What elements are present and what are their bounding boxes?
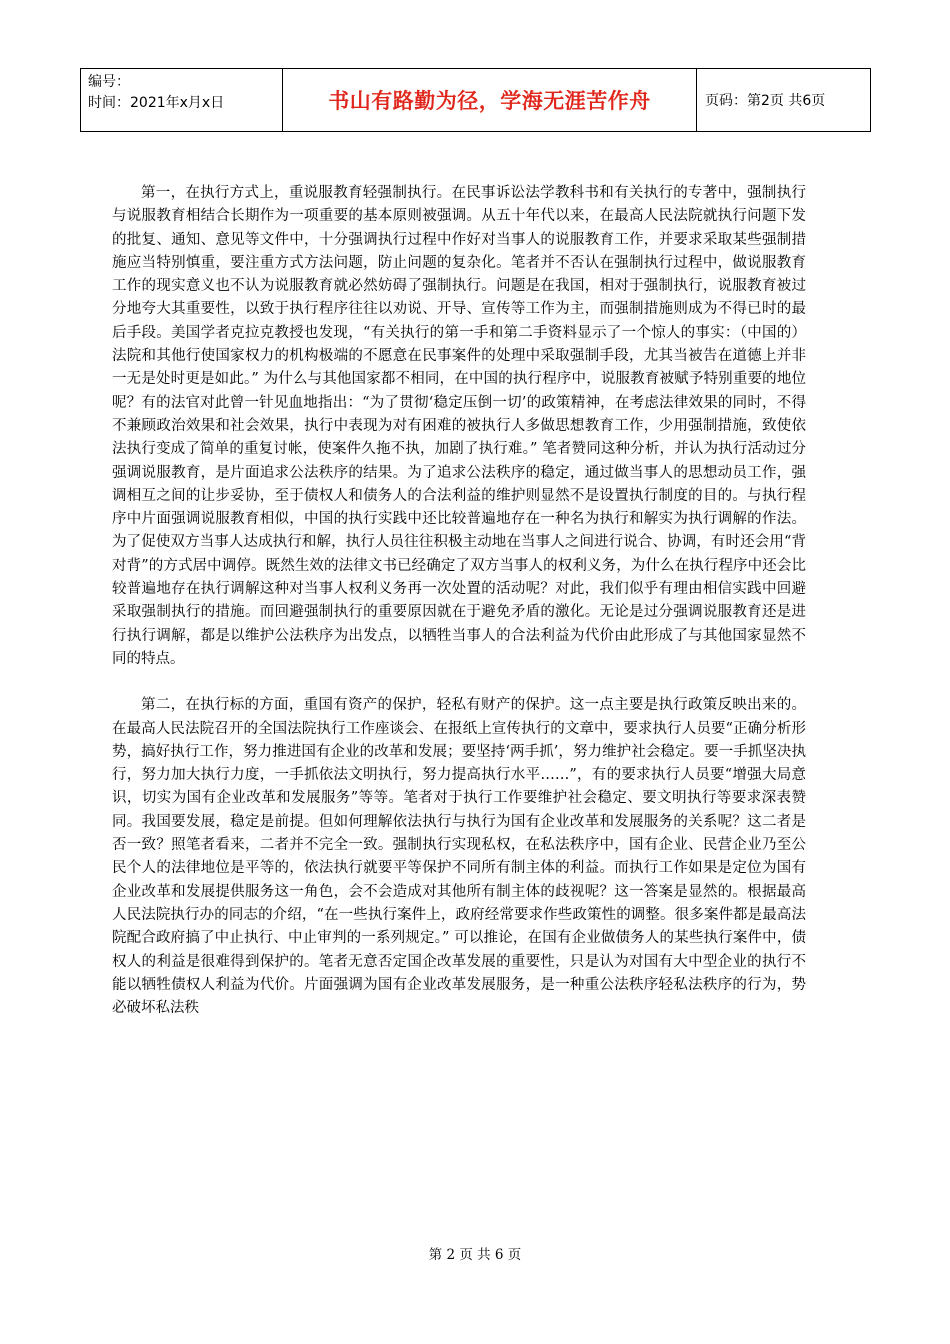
page-header <box>80 68 871 132</box>
page-footer: 第 2 页 共 6 页 <box>428 1247 522 1263</box>
paragraph-2: 第二，在执行标的方面，重国有资产的保护，轻私有财产的保护。这一点主要是执行政策反映出来的。在最高人民法院召开的全国法院执行工作座谈会、在报纸上宣传执行的文章中，要求执行人员要“正确分析形势，搞好执行工作，努力推进国有企业的改革和发展；要坚持‘两手抓’，努力维护社会稳定。要一手抓坚决执行，努力加大执行力度，一手抓依法文明执行，努力提高执行水平……”，有的要求执行人员要“增强大局意识，切实为国有企业改革和发展服务”等等。笔者对于执行工作要维护社会稳定、要文明执行等要求深表赞同。我国要发展，稳定是前提。但如何理解依法执行与执行为国有企业改革和发展服务的关系呢？这二者是否一致？照笔者看来，二者并不完全一致。强制执行实现私权，在私法秩序中，国有企业、民营企业乃至公民个人的法律地位是平等的，依法执行就要平等保护不同所有制主体的利益。而执行工作如果是定位为国有企业改革和发展提供服务这一角色，会不会造成对其他所有制主体的歧视呢？这一答案是显然的。根据最高人民法院执行办的同志的介绍，“在一些执行案件上，政府经常要求作些政策性的调整。很多案件都是最高法院配合政府搞了中止执行、中止审判的一系列规定。” 可以推论，在国有企业做债务人的某些执行案件中，债权人的利益是很难得到保护的。笔者无意否定国企改革发展的重要性，只是认为对国有大中型企业的执行不能以牺牲债权人利益为代价。片面强调为国有企业改革发展服务，是一种重公法秩序轻私法秩序的行为，势必破坏私法秩 <box>112 697 806 1017</box>
header-motto: 书山有路勤为径，学海无涯苦作舟 <box>283 69 697 131</box>
document-time-label: 时间：2021年x月x日 <box>88 95 225 111</box>
paragraph-1: 第一，在执行方式上，重说服教育轻强制执行。在民事诉讼法学教科书和有关执行的专著中，强制执行与说服教育相结合长期作为一项重要的基本原则被强调。从五十年代以来，在最高人民法院就执行问题下发的批复、通知、意见等文件中，十分强调执行过程中作好对当事人的说服教育工作，并要求采取某些强制措施应当特别慎重，要注重方式方法问题，防止问题的复杂化。笔者并不否认在强制执行过程中，做说服教育工作的现实意义也不认为说服教育就必然妨碍了强制执行。问题是在我国，相对于强制执行，说服教育被过分地夸大其重要性，以致于执行程序往往以劝说、开导、宣传等工作为主，而强制措施则成为不得已时的最后手段。美国学者克拉克教授也发现，“有关执行的第一手和第二手资料显示了一个惊人的事实：（中国的）法院和其他行使国家权力的机构极端的不愿意在民事案件的处理中采取强制手段，尤其当被告在道德上并非一无是处时更是如此。” 为什么与其他国家都不相同，在中国的执行程序中，说服教育被赋予特别重要的地位呢？有的法官对此曾一针见血地指出：“为了贯彻‘稳定压倒一切’的政策精神，在考虑法律效果的同时，不得不兼顾政治效果和社会效果，执行中表现为对有困难的被执行人多做思想教育工作，少用强制措施，致使依法执行变成了简单的重复讨帐，使案件久拖不执，加剧了执行难。” 笔者赞同这种分析，并认为执行活动过分强调说服教育，是片面追求公法秩序的结果。为了追求公法秩序的稳定，通过做当事人的思想动员工作，强调相互之间的让步妥协，至于债权人和债务人的合法利益的维护则显然不是设置执行制度的目的。与执行程序中片面强调说服教育相似，中国的执行实践中还比较普遍地存在一种名为执行和解实为执行调解的作法。为了促使双方当事人达成执行和解，执行人员往往积极主动地在当事人之间进行说合、协调，有时还会用“背对背”的方式居中调停。既然生效的法律文书已经确定了双方当事人的权利义务，为什么在执行程序中还会比较普遍地存在执行调解这种对当事人权利义务再一次处置的活动呢？对此，我们似乎有理由相信实践中回避采取强制执行的措施。而回避强制执行的重要原因就在于避免矛盾的激化。无论是过分强调说服教育还是进行执行调解，都是以维护公法秩序为出发点，以牺牲当事人的合法利益为代价由此形成了与其他国家显然不同的特点。 <box>112 185 806 667</box>
document-body <box>112 182 806 1020</box>
header-meta <box>81 69 283 131</box>
document-number-label: 编号： <box>88 74 130 90</box>
header-page-number: 页码：第2页 共6页 <box>705 93 826 109</box>
